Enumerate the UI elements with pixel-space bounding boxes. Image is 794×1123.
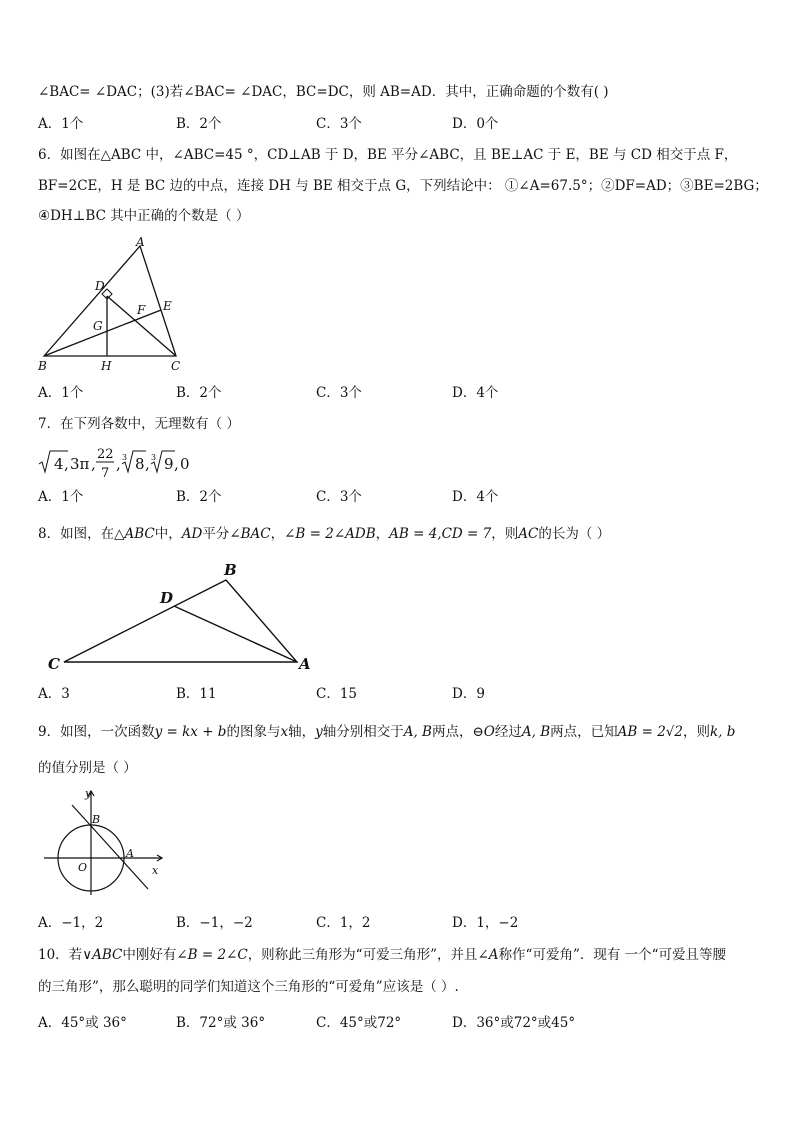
svg-text:,: , bbox=[91, 455, 96, 473]
q7-option-c[interactable]: C．3个 bbox=[316, 489, 362, 505]
q10-option-c[interactable]: C．45°或72° bbox=[316, 1015, 402, 1031]
q8-option-d[interactable]: D．9 bbox=[452, 686, 485, 702]
q6-line3: ④DH⊥BC 其中正确的个数是（ ） bbox=[38, 208, 250, 224]
q6-label-f: F bbox=[137, 303, 146, 317]
svg-text:,: , bbox=[64, 455, 69, 473]
q5-option-a[interactable]: A．1个 bbox=[38, 116, 84, 132]
q7-expression-svg bbox=[38, 440, 198, 480]
q7-cbrt8-index: 3 bbox=[122, 453, 128, 462]
q8-segment-ad bbox=[174, 606, 297, 662]
q9-label-y: y bbox=[85, 787, 92, 800]
q6-label-b: B bbox=[38, 359, 47, 373]
q10-line1: 10．若∨ABC中刚好有∠B = 2∠C，则称此三角形为“可爱三角形”，并且∠A称作“可爱角”．现有 一个“可爱且等腰 bbox=[38, 947, 727, 963]
q6-label-c: C bbox=[171, 359, 181, 373]
q8-options bbox=[38, 684, 758, 704]
q10-line2: 的三角形”，那么聪明的同学们知道这个三角形的“可爱角”应该是（ ）. bbox=[38, 979, 459, 995]
q7-expression bbox=[38, 440, 198, 480]
q7-cbrt9-radicand: 9 bbox=[164, 455, 174, 473]
q6-option-c[interactable]: C．3个 bbox=[316, 385, 362, 401]
q8-label-b: B bbox=[224, 561, 237, 579]
q8-label-a: A bbox=[299, 655, 311, 673]
q9-line2: 的值分别是（ ） bbox=[38, 760, 137, 776]
q7-cbrt8-radicand: 8 bbox=[135, 455, 145, 473]
q6-label-d: D bbox=[95, 279, 105, 293]
q6-label-e: E bbox=[163, 299, 172, 313]
q6-label-a: A bbox=[136, 235, 145, 249]
q7-sqrt4-radicand: 4 bbox=[54, 455, 64, 473]
q7-option-d[interactable]: D．4个 bbox=[452, 489, 499, 505]
q10-option-a[interactable]: A．45°或 36° bbox=[38, 1015, 127, 1031]
q9-option-a[interactable]: A．−1，2 bbox=[38, 915, 104, 931]
svg-text:,: , bbox=[174, 455, 179, 473]
svg-text:,: , bbox=[116, 455, 121, 473]
q5-options bbox=[38, 114, 758, 134]
q9-figure bbox=[40, 785, 170, 900]
q7-zero: 0 bbox=[180, 455, 190, 473]
q10-option-b[interactable]: B．72°或 36° bbox=[176, 1015, 266, 1031]
q9-line-ab bbox=[72, 805, 148, 889]
q6-option-a[interactable]: A．1个 bbox=[38, 385, 84, 401]
q8-option-b[interactable]: B．11 bbox=[176, 686, 217, 702]
q6-options bbox=[38, 383, 758, 403]
q7-option-a[interactable]: A．1个 bbox=[38, 489, 84, 505]
q8-figure bbox=[40, 558, 330, 678]
q5-text: ∠BAC= ∠DAC；(3)若∠BAC= ∠DAC，BC=DC，则 AB=AD．其中，正确命题的个数有( ) bbox=[38, 84, 609, 100]
q8-triangle-abc bbox=[64, 580, 297, 662]
svg-text:,: , bbox=[145, 455, 150, 473]
q6-option-b[interactable]: B．2个 bbox=[176, 385, 222, 401]
q5-option-b[interactable]: B．2个 bbox=[176, 116, 222, 132]
q8-option-c[interactable]: C．15 bbox=[316, 686, 358, 702]
q6-figure bbox=[30, 234, 200, 374]
q7-text: 7．在下列各数中，无理数有（ ） bbox=[38, 416, 240, 432]
q6-line2: BF=2CE，H 是 BC 边的中点，连接 DH 与 BE 相交于点 G，下列结论中： ①∠A=67.5°；②DF=AD；③BE=2BG； bbox=[38, 178, 768, 194]
q5-option-d[interactable]: D．0个 bbox=[452, 116, 499, 132]
q5-option-c[interactable]: C．3个 bbox=[316, 116, 362, 132]
q8-label-d: D bbox=[160, 589, 174, 607]
q7-frac-numerator: 22 bbox=[97, 447, 114, 462]
q7-three-pi: 3π bbox=[70, 455, 90, 473]
q7-frac-denominator: 7 bbox=[101, 466, 110, 480]
q6-label-g: G bbox=[93, 319, 103, 333]
q10-option-d[interactable]: D．36°或72°或45° bbox=[452, 1015, 576, 1031]
q9-label-a: A bbox=[126, 847, 134, 860]
q8-text: 8．如图，在△ABC中，AD平分∠BAC，∠B = 2∠ADB，AB = 4,CD = 7，则AC的长为（ ） bbox=[38, 526, 611, 542]
q8-label-c: C bbox=[48, 655, 60, 673]
q8-option-a[interactable]: A．3 bbox=[38, 686, 70, 702]
q9-label-b: B bbox=[92, 813, 101, 826]
q9-text: 9．如图，一次函数y = kx + b的图象与x轴，y轴分别相交于A, B两点，⊖O经过A, B两点，已知AB = 2√2，则k, b bbox=[38, 724, 736, 740]
q9-option-b[interactable]: B．−1，−2 bbox=[176, 915, 253, 931]
q9-options bbox=[38, 913, 758, 933]
q6-label-h: H bbox=[101, 359, 112, 373]
q6-line1: 6．如图在△ABC 中，∠ABC=45 °，CD⊥AB 于 D，BE 平分∠ABC，且 BE⊥AC 于 E，BE 与 CD 相交于点 F， bbox=[38, 147, 738, 163]
q7-option-b[interactable]: B．2个 bbox=[176, 489, 222, 505]
q9-label-x: x bbox=[152, 864, 159, 877]
q9-option-d[interactable]: D．1，−2 bbox=[452, 915, 519, 931]
q9-option-c[interactable]: C．1，2 bbox=[316, 915, 371, 931]
q9-label-o: O bbox=[78, 861, 88, 874]
q7-options bbox=[38, 487, 758, 507]
q7-cbrt9-index: 3 bbox=[151, 453, 157, 462]
q10-options bbox=[38, 1013, 758, 1033]
q6-option-d[interactable]: D．4个 bbox=[452, 385, 499, 401]
